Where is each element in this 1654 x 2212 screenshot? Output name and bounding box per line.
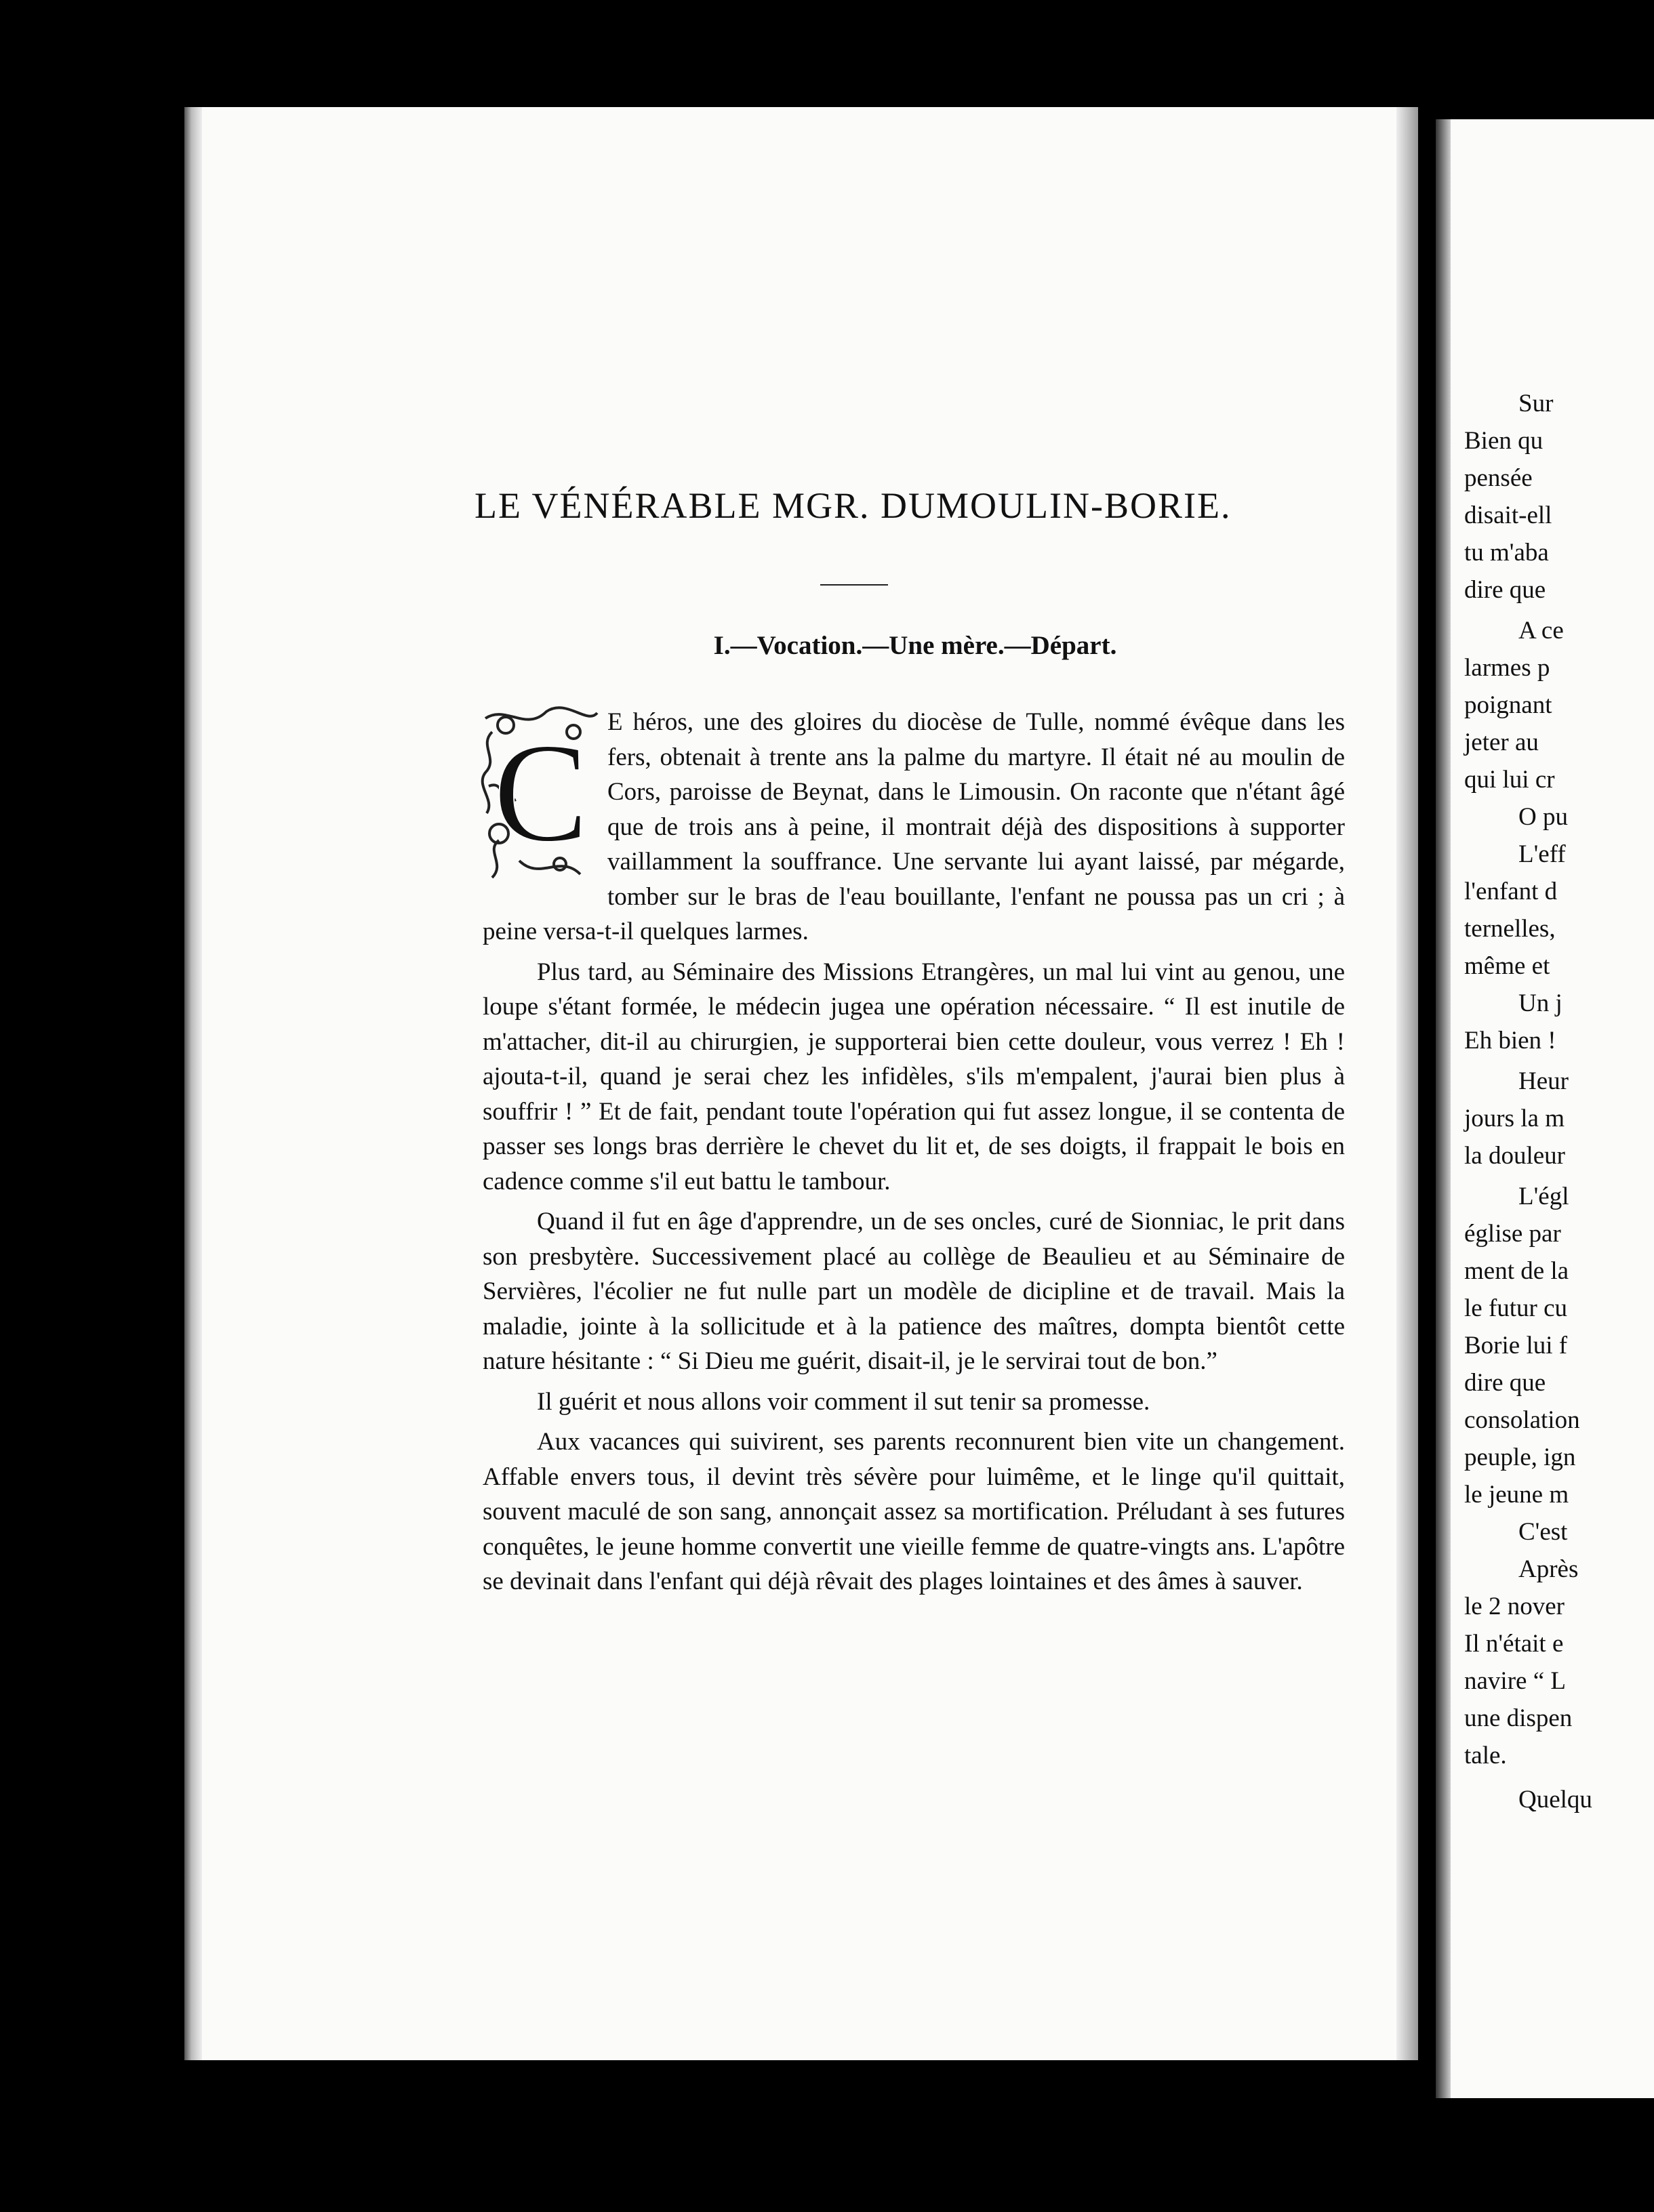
right-page-line: O pu: [1518, 803, 1568, 831]
right-page-line: ternelles,: [1464, 915, 1556, 943]
right-page-line: une dispen: [1464, 1704, 1573, 1732]
right-page-line: Eh bien !: [1464, 1027, 1556, 1054]
paragraph-2: Plus tard, au Séminaire des Missions Etrangères, un mal lui vint au genou, une loupe s'étant formée, le médecin jugea une opération nécessaire. “ Il est inutile de m'attacher, dit-il au chirurgien, je supporterai bien cette douleur, vous verrez ! Eh ! ajouta-t-il, quand je serai chez les infidèles, s'ils m'empalent, j'aurai bien plus à souffrir ! ” Et de fait, pendant toute l'opération qui fut assez longue, il se contenta de passer ses longs bras derrière le chevet du lit et, de ses doigts, il frappait le bois en cadence comme s'il eut battu le tambour.: [483, 958, 1345, 1195]
right-page-line: le futur cu: [1464, 1294, 1568, 1322]
paragraph-1-text: E héros, une des gloires du diocèse de Tulle, nommé évêque dans les fers, obtenait à trente ans la palme du martyre. Il était né au moulin de Cors, paroisse de Beynat, dans le Limousin. On raconte que n'étant âgé que de trois ans à peine, il montrait déjà des dispositions à supporter vaillamment la souffrance. Une servante lui ayant laissé, par mégarde, tomber sur le bras de l'eau bouillante, l'enfant ne poussa pas un cri ; à peine versa-t-il quelques larmes.: [483, 708, 1345, 945]
paragraph-5: Aux vacances qui suivirent, ses parents reconnurent bien vite un changement. Affable envers tous, il devint très sévère pour luimême, et le linge qu'il quittait, souvent maculé de son sang, annonçait assez sa mortification. Préludant à ses futures conquêtes, le jeune homme convertit une vieille femme de quatre-vingts ans. L'apôtre se devinait dans l'enfant qui déjà rêvait des plages lointaines et des âmes à sauver.: [483, 1428, 1345, 1595]
right-page-line: pensée: [1464, 464, 1533, 492]
article-body: [483, 705, 1345, 1605]
right-page-line: L'eff: [1518, 840, 1566, 868]
page-title: LE VÉNÉRABLE MGR. DUMOULIN-BORIE.: [475, 485, 1232, 526]
right-page-line: A ce: [1518, 617, 1564, 644]
section-heading: I.—Vocation.—Une mère.—Départ.: [713, 631, 1117, 660]
right-page-line: le 2 nover: [1464, 1593, 1565, 1620]
right-page-line: ment de la: [1464, 1257, 1569, 1285]
right-page-line: qui lui cr: [1464, 766, 1555, 794]
right-page-line: tale.: [1464, 1742, 1507, 1769]
right-page-line: Heur: [1518, 1067, 1569, 1095]
right-page-line: consolation: [1464, 1406, 1580, 1434]
right-page-line: jeter au: [1464, 729, 1539, 756]
right-page-line: disait-ell: [1464, 501, 1552, 529]
right-page-line: C'est: [1518, 1518, 1568, 1546]
right-page-line: Borie lui f: [1464, 1332, 1568, 1359]
right-page-line: navire “ L: [1464, 1667, 1566, 1695]
right-page-line: Bien qu: [1464, 427, 1544, 455]
paragraph-1: [483, 705, 1345, 949]
right-page-line: église par: [1464, 1220, 1561, 1248]
right-page-line: la douleur: [1464, 1142, 1565, 1170]
right-page-line: dire que: [1464, 1369, 1546, 1397]
right-page-line: Après: [1518, 1555, 1579, 1583]
right-page-line: Sur: [1518, 390, 1554, 417]
right-page-line: Un j: [1518, 989, 1562, 1017]
right-page-line: l'enfant d: [1464, 878, 1558, 905]
right-page-line: tu m'aba: [1464, 539, 1549, 567]
right-page-line: peuple, ign: [1464, 1443, 1576, 1471]
right-page-line: dire que: [1464, 576, 1546, 604]
right-page-line: poignant: [1464, 691, 1552, 719]
right-page-line: Quelqu: [1518, 1786, 1592, 1814]
right-page-line: jours la m: [1464, 1105, 1565, 1132]
right-page-line: Il n'était e: [1464, 1630, 1564, 1658]
right-page-line: larmes p: [1464, 654, 1550, 682]
floral-ornament-icon: [479, 705, 601, 882]
paragraph-3: Quand il fut en âge d'apprendre, un de ses oncles, curé de Sionniac, le prit dans son presbytère. Successivement placé au collège de Beaulieu et au Séminaire de Servières, l'écolier ne fut nulle part un modèle de dicipline et de travail. Mais la maladie, jointe à la sollicitude et à la patience des maîtres, dompta bientôt cette nature hésitante : “ Si Dieu me guérit, disait-il, je le servirai tout de bon.”: [483, 1208, 1345, 1375]
title-divider: [820, 584, 888, 586]
right-page-line: le jeune m: [1464, 1481, 1569, 1509]
paragraph-4: Il guérit et nous allons voir comment il sut tenir sa promesse.: [537, 1387, 1150, 1416]
right-page-line: L'égl: [1518, 1183, 1569, 1210]
right-page-line: même et: [1464, 952, 1550, 980]
svg-text:C: C: [493, 714, 589, 872]
ornamental-drop-cap: [479, 705, 601, 882]
